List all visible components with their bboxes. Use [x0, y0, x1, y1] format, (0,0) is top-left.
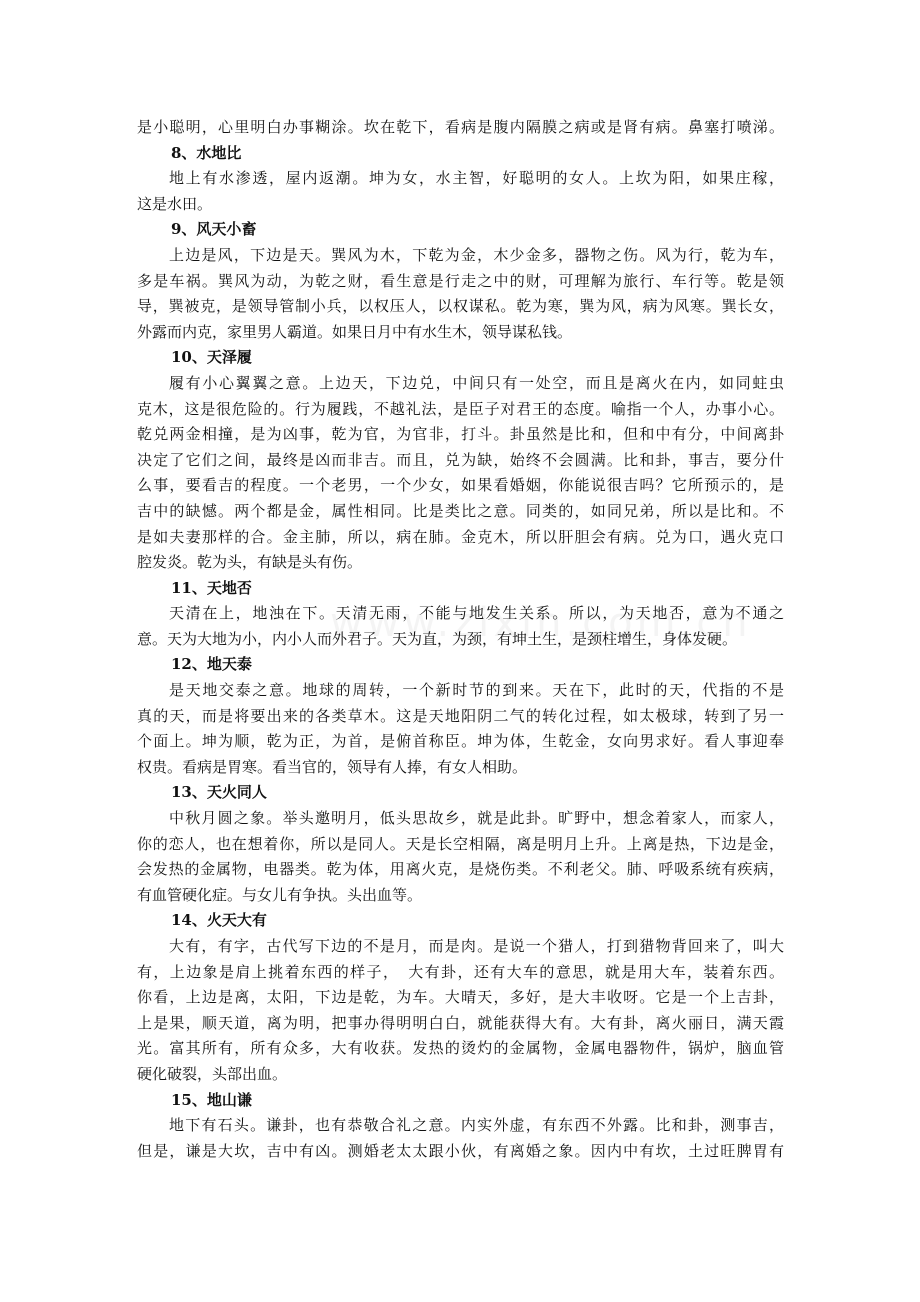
text-line: 决定了它们之间，最终是凶而非吉。而且，兑为缺，始终不会圆满。比和卦，事吉，要分什 [137, 450, 784, 469]
text-line: 有，上边象是肩上挑着东西的样子， 大有卦，还有大车的意思，就是用大车，装着东西。 [137, 962, 784, 981]
section-heading: 15、地山谦 [171, 1090, 252, 1109]
text-line: 你的恋人，也在想着你，所以是同人。天是长空相隔，离是明月上升。上离是热，下边是金， [137, 834, 784, 853]
text-line: 吉中的缺憾。两个都是金，属性相同。比是类比之意。同类的，如同兄弟，所以是比和。不 [137, 501, 784, 520]
text-line: 上是果，顺天道，离为明，把事办得明明白白，就能获得大有。大有卦，离火丽日，满天霞 [137, 1013, 784, 1032]
text-line: 你看，上边是离，太阳，下边是乾，为车。大晴天，多好，是大丰收呀。它是一个上吉卦， [137, 988, 784, 1007]
text-line: 么事，要看吉的程度。一个老男，一个少女，如果看婚姻，你能说很吉吗？它所预示的，是 [137, 476, 784, 495]
text-line: 乾兑两金相撞，是为凶事，乾为官，为官非，打斗。卦虽然是比和，但和中有分，中间离卦 [137, 425, 784, 444]
paragraph [137, 166, 784, 217]
paragraph [137, 806, 784, 908]
text-line: 会发热的金属物，电器类。乾为体，用离火克，是烧伤类。不利老父。肺、呼吸系统有疾病， [137, 860, 784, 879]
text-line: 有血管硬化症。与女儿有争执。头出血等。 [137, 885, 423, 904]
section-heading: 14、火天大有 [171, 911, 267, 930]
paragraph [137, 243, 784, 345]
text-line: 权贵。看病是胃寒。看当官的，领导有人捧，有女人相助。 [137, 757, 528, 776]
section-heading: 9、风天小畜 [171, 220, 257, 239]
text-line: 地上有水渗透，屋内返潮。坤为女，水主智，好聪明的女人。上坎为阳，如果庄稼， [169, 169, 784, 188]
document-body [137, 115, 784, 1164]
text-line: 克木，这是很危险的。行为履践，不越礼法，是臣子对君王的态度。喻指一个人，办事小心。 [137, 399, 784, 418]
text-line: 光。富其所有，所有众多，大有收获。发热的烫灼的金属物，金属电器物件，锅炉，脑血管 [137, 1039, 784, 1058]
section-heading: 10、天泽履 [171, 348, 252, 367]
text-line: 硬化破裂，头部出血。 [137, 1064, 288, 1083]
text-line: 天清在上，地浊在下。天清无雨，不能与地发生关系。所以，为天地否，意为不通之 [169, 604, 784, 623]
text-line: 个面上。坤为顺，乾为正，为首，是俯首称臣。坤为体，生乾金，女向男求好。看人事迎奉 [137, 732, 784, 751]
paragraph [137, 678, 784, 780]
paragraph [137, 371, 784, 576]
paragraph [137, 934, 784, 1088]
text-line: 履有小心翼翼之意。上边天，下边兑，中间只有一处空，而且是离火在内，如同蛀虫 [169, 373, 784, 392]
text-line: 上边是风，下边是天。巽风为木，下乾为金，木少金多，器物之伤。风为行，乾为车， [169, 245, 784, 264]
text-line: 这是水田。 [137, 194, 213, 213]
paragraph [137, 601, 784, 652]
text-line: 腔发炎。乾为头，有缺是头有伤。 [137, 553, 363, 572]
text-line: 是小聪明，心里明白办事糊涂。坎在乾下，看病是腹内隔膜之病或是肾有病。鼻塞打喷涕。 [137, 118, 784, 136]
section-heading: 12、地天泰 [171, 655, 252, 674]
text-line: 中秋月圆之象。举头邀明月，低头思故乡，就是此卦。旷野中，想念着家人，而家人， [169, 809, 784, 828]
text-line: 是天地交泰之意。地球的周转，一个新时节的到来。天在下，此时的天，代指的不是 [169, 681, 784, 700]
text-line: 导，巽被克，是领导管制小兵，以权压人，以权谋私。乾为寒，巽为风，病为风寒。巽长女， [137, 297, 784, 316]
text-line: 但是，谦是大坎，吉中有凶。测婚老太太跟小伙，有离婚之象。因内中有坎，土过旺脾胃有 [137, 1141, 784, 1160]
text-line: 多是车祸。巽风为动，为乾之财，看生意是行走之中的财，可理解为旅行、车行等。乾是领 [137, 271, 784, 290]
section-heading: 13、天火同人 [171, 783, 267, 802]
paragraph [137, 115, 784, 141]
section-heading: 11、天地否 [171, 578, 252, 597]
text-line: 大有，有字，古代写下边的不是月，而是肉。是说一个猎人，打到猎物背回来了，叫大 [169, 937, 784, 955]
text-line: 是如夫妻那样的合。金主肺，所以，病在肺。金克木，所以肝胆会有病。兑为口，遇火克口 [137, 527, 784, 546]
text-line: 地下有石头。谦卦，也有恭敬合礼之意。内实外虚，有东西不外露。比和卦，测事吉， [169, 1116, 784, 1135]
paragraph [137, 1113, 784, 1164]
text-line: 意。天为大地为小，内小人而外君子。天为直，为颈，有坤土生，是颈柱增生，身体发硬。 [137, 629, 738, 648]
text-line: 外露而内克，家里男人霸道。如果日月中有水生木，领导谋私钱。 [137, 322, 573, 341]
text-line: 真的天，而是将要出来的各类草木。这是天地阳阴二气的转化过程，如太极球，转到了另一 [137, 706, 784, 725]
section-heading: 8、水地比 [171, 143, 242, 162]
